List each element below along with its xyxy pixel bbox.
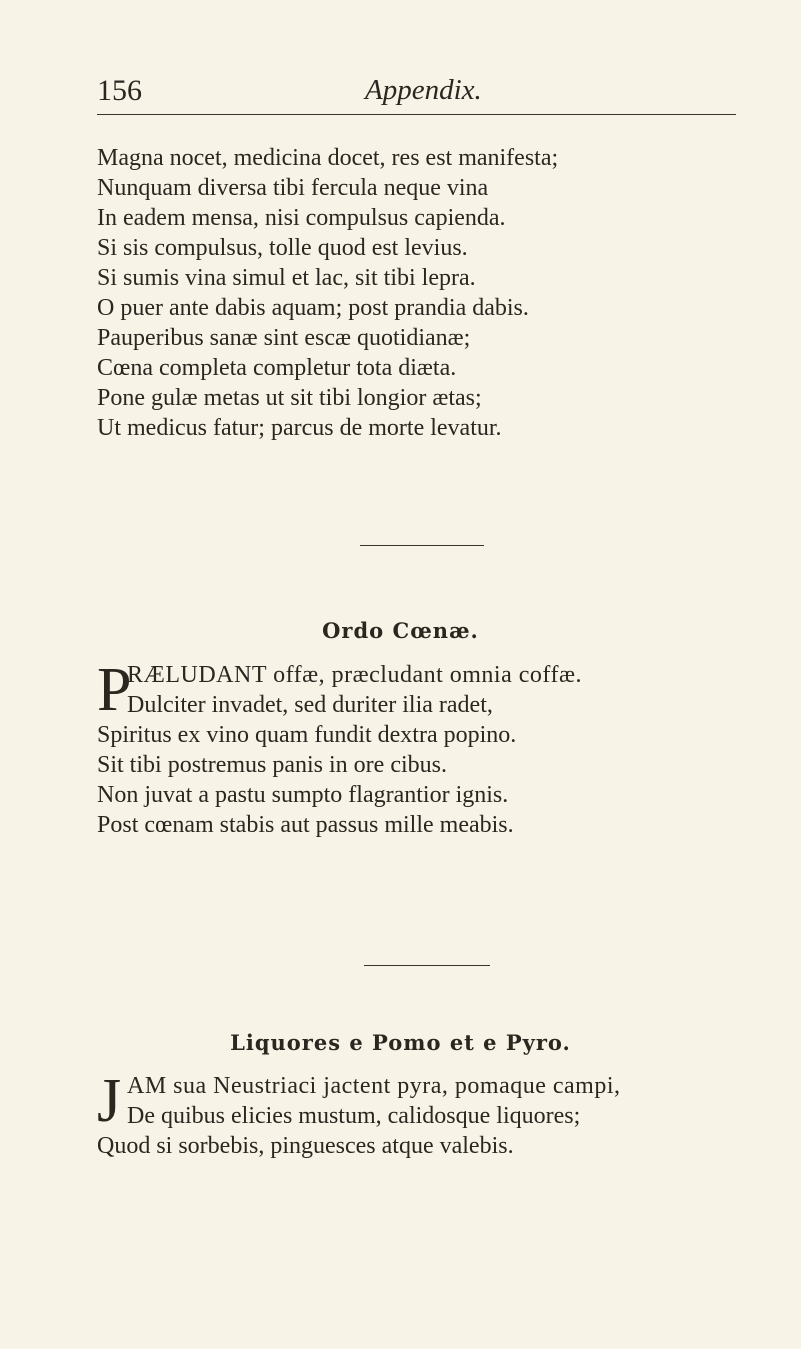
verse-line: Pone gulæ metas ut sit tibi longior ætas; bbox=[97, 385, 482, 411]
verse-line: Cœna completa completur tota diæta. bbox=[97, 355, 457, 381]
verse-line: Si sumis vina simul et lac, sit tibi lepra. bbox=[97, 265, 476, 291]
page-number: 156 bbox=[97, 74, 142, 107]
verse-block-1 bbox=[97, 143, 737, 443]
section-divider bbox=[360, 545, 484, 546]
verse-line: Non juvat a pastu sumpto flagrantior ignis. bbox=[97, 782, 509, 808]
verse-line: Spiritus ex vino quam fundit dextra popino. bbox=[97, 722, 517, 748]
verse-block-3 bbox=[97, 1067, 747, 1161]
verse-line: Pauperibus sanæ sint escæ quotidianæ; bbox=[97, 325, 471, 351]
drop-cap: P bbox=[97, 656, 132, 724]
verse-line: Ut medicus fatur; parcus de morte levatur. bbox=[97, 415, 502, 441]
section-title-ordo-coenae: Ordo Cœnæ. bbox=[322, 618, 479, 643]
verse-line: In eadem mensa, nisi compulsus capienda. bbox=[97, 205, 506, 231]
running-head-title: Appendix. bbox=[365, 74, 482, 106]
section-divider bbox=[364, 965, 490, 966]
verse-line: Post cœnam stabis aut passus mille meabis. bbox=[97, 812, 514, 838]
verse-line: Nunquam diversa tibi fercula neque vina bbox=[97, 175, 489, 201]
verse-line: Si sis compulsus, tolle quod est levius. bbox=[97, 235, 468, 261]
verse-line: Quod si sorbebis, pinguesces atque valebis. bbox=[97, 1133, 514, 1159]
verse-line: AM sua Neustriaci jactent pyra, pomaque campi, bbox=[127, 1073, 621, 1099]
verse-line: RÆLUDANT offæ, præcludant omnia coffæ. bbox=[127, 662, 582, 688]
verse-line: Sit tibi postremus panis in ore cibus. bbox=[97, 752, 447, 778]
header-rule bbox=[97, 114, 736, 115]
running-head bbox=[97, 74, 737, 114]
drop-cap: J bbox=[97, 1067, 122, 1135]
section-title-liquores: Liquores e Pomo et e Pyro. bbox=[230, 1030, 571, 1055]
verse-block-2 bbox=[97, 656, 747, 840]
verse-line: O puer ante dabis aquam; post prandia dabis. bbox=[97, 295, 529, 321]
verse-line: De quibus elicies mustum, calidosque liquores; bbox=[127, 1103, 581, 1129]
verse-line: Dulciter invadet, sed duriter ilia radet, bbox=[127, 692, 493, 718]
verse-line: Magna nocet, medicina docet, res est manifesta; bbox=[97, 145, 559, 171]
